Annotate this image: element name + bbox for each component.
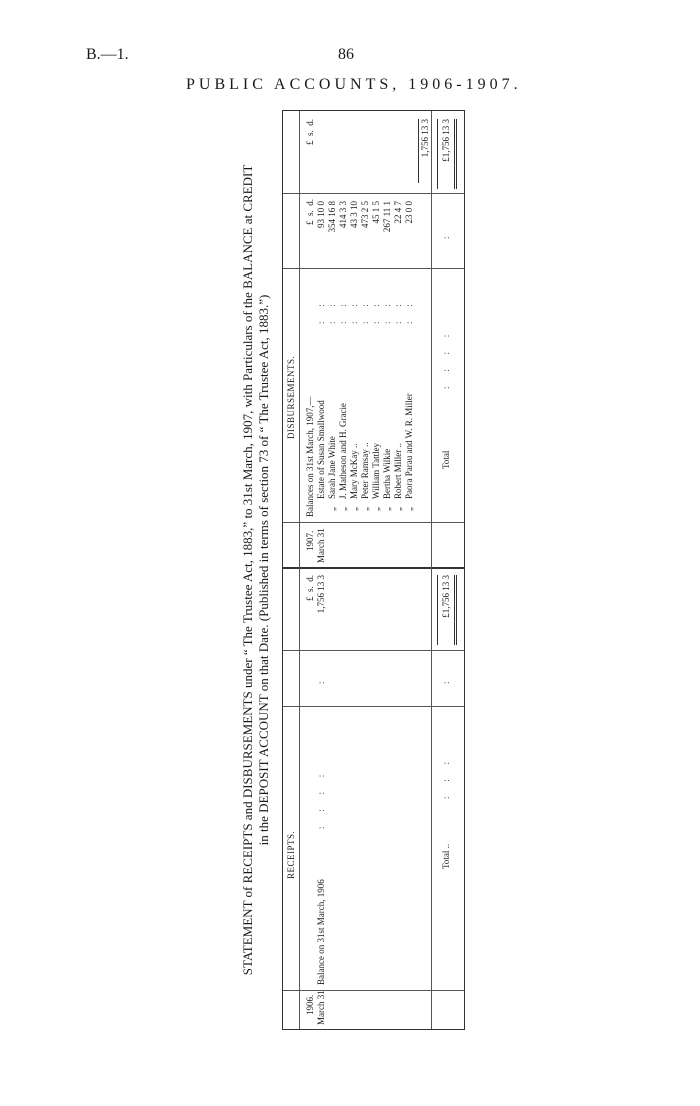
disb-item-prefix: „ <box>382 507 392 511</box>
disb-item-amount: 354 16 8 <box>327 201 337 233</box>
leader-dots: : : : : <box>441 332 451 389</box>
leader-dots: : <box>441 234 451 239</box>
disb-item-amount: 267 11 1 <box>382 201 392 233</box>
page-number: 86 <box>338 46 354 63</box>
disb-item-name: William Tattley <box>371 442 381 499</box>
receipts-total: £1,756 13 3 <box>441 575 451 618</box>
page-title: PUBLIC ACCOUNTS, 1906-1907. <box>186 76 522 93</box>
disbursements-header: DISBURSEMENTS. <box>286 355 296 439</box>
disb-intro: Balances on 31st March, 1907,— <box>305 396 315 517</box>
disb-item-prefix: „ <box>327 507 337 511</box>
disb-item-name: Bertha Wilkie <box>382 448 392 499</box>
disb-item-amount: 414 3 3 <box>338 201 348 228</box>
leader-dots: : <box>316 679 326 684</box>
disb-item-amount: 23 0 0 <box>404 201 414 224</box>
disb-item-name: Sarah Jane White <box>327 436 337 499</box>
heading-line-2: in the DEPOSIT ACCOUNT on that Date. (Published in terms of section 73 of “ The Trustee Act, 1883.”) <box>256 294 271 846</box>
leader-dots: : : <box>360 302 370 324</box>
receipts-money-header: £ s. d. <box>305 575 315 602</box>
leader-dots: : : <box>393 302 403 324</box>
disb-item-name: Mary McKay .. <box>349 443 359 499</box>
header-rule <box>299 111 300 1029</box>
rule <box>437 119 438 189</box>
statement-table <box>282 110 465 1030</box>
receipts-entry: Balance on 31st March, 1906 <box>316 879 326 985</box>
disb-item-prefix: „ <box>338 507 348 511</box>
leader-dots: : <box>441 679 451 684</box>
receipts-amount: 1,756 13 3 <box>316 575 326 614</box>
leader-dots: : : <box>327 302 337 324</box>
leader-dots: : : <box>338 302 348 324</box>
disb-item-name: Estate of Susan Smallwood <box>316 400 326 499</box>
disb-item-name: Robert Miller .. <box>393 443 403 499</box>
disb-item-prefix: „ <box>349 507 359 511</box>
double-rule <box>454 119 457 189</box>
disb-subtotal: 1,756 13 3 <box>420 119 430 158</box>
disb-date: March 31 <box>316 528 326 563</box>
receipts-date: March 31 <box>316 990 326 1025</box>
statement-heading <box>240 110 280 1030</box>
disb-item-amount: 43 3 10 <box>349 201 359 228</box>
disb-item-name: J. Matheson and H. Gracie <box>338 403 348 499</box>
page-reference: B.—1. <box>86 46 129 63</box>
divider <box>283 193 464 194</box>
divider <box>283 567 464 569</box>
disb-item-prefix: „ <box>393 507 403 511</box>
disb-item-prefix: „ <box>404 507 414 511</box>
disb-item-name: Peter Ramsay .. <box>360 442 370 499</box>
leader-dots: : : <box>349 302 359 324</box>
disb-total-label: Total <box>441 450 451 469</box>
rule <box>437 575 438 645</box>
divider <box>283 990 464 991</box>
receipts-total-label: Total .. <box>441 843 451 869</box>
receipts-header: RECEIPTS. <box>286 830 296 879</box>
disb-item-prefix: „ <box>360 507 370 511</box>
statement-rotated <box>240 110 465 1030</box>
disb-item-prefix: „ <box>371 507 381 511</box>
disb-item-amount: 22 4 7 <box>393 201 403 224</box>
leader-dots: : : : <box>441 759 451 799</box>
rule <box>418 119 419 183</box>
divider <box>283 706 464 707</box>
disb-item-name: Paora Parau and W. R. Miller <box>404 393 414 499</box>
disb-total: £1,756 13 3 <box>441 119 451 162</box>
divider <box>283 650 464 651</box>
leader-dots: : : <box>371 302 381 324</box>
disb-item-amount: 93 10 0 <box>316 201 326 228</box>
disb-year: 1907. <box>305 530 315 551</box>
disb-money-header: £ s. d. <box>305 199 315 226</box>
footer-rule <box>431 111 432 1029</box>
disb-item-amount: 45 1 5 <box>371 201 381 224</box>
double-rule <box>454 575 457 645</box>
leader-dots: : : <box>404 302 414 324</box>
divider <box>283 268 464 269</box>
leader-dots: : : : : <box>316 772 326 829</box>
leader-dots: : : <box>382 302 392 324</box>
divider <box>283 522 464 523</box>
leader-dots: : : <box>316 302 326 324</box>
receipts-year: 1906. <box>305 994 315 1015</box>
disb-money-header-2: £ s. d. <box>305 119 315 146</box>
heading-line-1: STATEMENT of RECEIPTS and DISBURSEMENTS under “ The Trustee Act, 1883,” to 31st March, 1907, with Particulars of the BALANCE at CREDIT <box>240 164 255 976</box>
disb-item-amount: 473 2 5 <box>360 201 370 228</box>
